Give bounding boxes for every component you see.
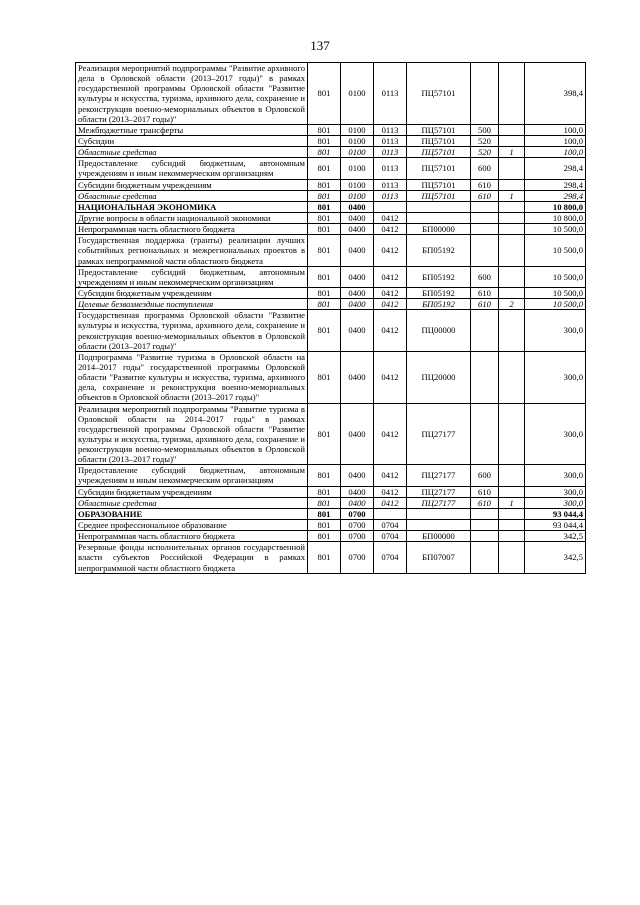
cell-grbs: 801 xyxy=(308,531,341,542)
cell-grbs: 801 xyxy=(308,310,341,352)
cell-amount: 300,0 xyxy=(525,497,586,508)
cell-expense-type xyxy=(471,542,499,573)
cell-grbs: 801 xyxy=(308,201,341,212)
cell-grbs: 801 xyxy=(308,147,341,158)
cell-name: Реализация мероприятий подпрограммы "Развитие архивного дела в Орловской области (2013–2017 годы)" в рамках государственной программы Орловской области "Развитие культуры и искусства, туризма, архивного дела, сохранение и реконструкция военно-мемориальных объектов в Орловской области (2013–2017 годы)" xyxy=(76,63,308,125)
cell-amount: 10 800,0 xyxy=(525,212,586,223)
cell-grbs: 801 xyxy=(308,465,341,486)
cell-grbs: 801 xyxy=(308,351,341,403)
cell-funding-source xyxy=(499,201,525,212)
cell-expense-type: 610 xyxy=(471,497,499,508)
cell-amount: 10 500,0 xyxy=(525,235,586,266)
cell-grbs: 801 xyxy=(308,287,341,298)
cell-section: 0400 xyxy=(341,351,374,403)
cell-funding-source xyxy=(499,224,525,235)
cell-grbs: 801 xyxy=(308,508,341,519)
cell-subsection: 0412 xyxy=(374,310,407,352)
cell-subsection: 0113 xyxy=(374,63,407,125)
cell-target-article: ПЦ27177 xyxy=(407,486,471,497)
cell-subsection: 0412 xyxy=(374,212,407,223)
page-number: 137 xyxy=(310,38,330,53)
cell-grbs: 801 xyxy=(308,124,341,135)
cell-amount: 298,4 xyxy=(525,179,586,190)
cell-section: 0700 xyxy=(341,542,374,573)
table-row xyxy=(76,147,586,158)
cell-section: 0400 xyxy=(341,224,374,235)
budget-table xyxy=(75,62,586,574)
cell-name: Государственная поддержка (гранты) реализации лучших событийных региональных и межрегиональных проектов в рамках непрограммной части областного бюджета xyxy=(76,235,308,266)
cell-target-article: ПЦ27177 xyxy=(407,497,471,508)
cell-target-article: ПЦ57101 xyxy=(407,179,471,190)
cell-grbs: 801 xyxy=(308,497,341,508)
cell-amount: 342,5 xyxy=(525,531,586,542)
table-row xyxy=(76,486,586,497)
cell-subsection: 0113 xyxy=(374,147,407,158)
cell-target-article: БП00000 xyxy=(407,531,471,542)
cell-funding-source xyxy=(499,351,525,403)
cell-funding-source xyxy=(499,465,525,486)
cell-name: Непрограммная часть областного бюджета xyxy=(76,224,308,235)
cell-grbs: 801 xyxy=(308,486,341,497)
cell-expense-type xyxy=(471,224,499,235)
cell-section: 0400 xyxy=(341,212,374,223)
cell-name: НАЦИОНАЛЬНАЯ ЭКОНОМИКА xyxy=(76,201,308,212)
cell-amount: 93 044,4 xyxy=(525,520,586,531)
cell-expense-type: 600 xyxy=(471,266,499,287)
cell-section: 0700 xyxy=(341,508,374,519)
cell-amount: 100,0 xyxy=(525,135,586,146)
cell-name: Субсидии бюджетным учреждениям xyxy=(76,486,308,497)
cell-subsection: 0704 xyxy=(374,520,407,531)
table-row xyxy=(76,287,586,298)
cell-funding-source xyxy=(499,486,525,497)
cell-section: 0100 xyxy=(341,147,374,158)
cell-target-article xyxy=(407,520,471,531)
cell-target-article: БП05192 xyxy=(407,266,471,287)
cell-grbs: 801 xyxy=(308,63,341,125)
cell-grbs: 801 xyxy=(308,520,341,531)
cell-name: Межбюджетные трансферты xyxy=(76,124,308,135)
cell-funding-source xyxy=(499,235,525,266)
cell-grbs: 801 xyxy=(308,266,341,287)
cell-name: Подпрограмма "Развитие туризма в Орловской области на 2014–2017 годы" государственной программы Орловской области "Развитие культуры и искусства, туризма, архивного дела, сохранение и реконструкция военно-мемориальных объектов в Орловской области (2013–2017 годы)" xyxy=(76,351,308,403)
cell-target-article: БП00000 xyxy=(407,224,471,235)
cell-section: 0400 xyxy=(341,235,374,266)
table-row xyxy=(76,235,586,266)
table-row xyxy=(76,299,586,310)
cell-funding-source: 1 xyxy=(499,190,525,201)
cell-amount: 342,5 xyxy=(525,542,586,573)
cell-subsection xyxy=(374,508,407,519)
table-row xyxy=(76,124,586,135)
cell-grbs: 801 xyxy=(308,542,341,573)
cell-expense-type xyxy=(471,212,499,223)
cell-section: 0100 xyxy=(341,190,374,201)
table-row xyxy=(76,63,586,125)
cell-amount: 10 500,0 xyxy=(525,224,586,235)
cell-name: Государственная программа Орловской области "Развитие культуры и искусства, туризма, архивного дела, сохранение и реконструкция военно-мемориальных объектов в Орловской области (2013–2017 годы)" xyxy=(76,310,308,352)
cell-subsection: 0412 xyxy=(374,497,407,508)
cell-subsection: 0412 xyxy=(374,403,407,465)
cell-expense-type xyxy=(471,235,499,266)
cell-section: 0400 xyxy=(341,486,374,497)
cell-subsection: 0412 xyxy=(374,287,407,298)
table-row xyxy=(76,310,586,352)
cell-name: Субсидии бюджетным учреждениям xyxy=(76,287,308,298)
cell-target-article: ПЦ27177 xyxy=(407,403,471,465)
cell-expense-type: 520 xyxy=(471,147,499,158)
cell-target-article xyxy=(407,508,471,519)
cell-amount: 300,0 xyxy=(525,486,586,497)
cell-expense-type xyxy=(471,351,499,403)
cell-target-article: ПЦ57101 xyxy=(407,124,471,135)
cell-target-article: ПЦ00000 xyxy=(407,310,471,352)
cell-target-article: ПЦ57101 xyxy=(407,135,471,146)
cell-grbs: 801 xyxy=(308,179,341,190)
cell-name: Реализация мероприятий подпрограммы "Развитие туризма в Орловской области на 2014–2017 годы" в рамках государственной программы Орловской области "Развитие культуры и искусства, туризма, архивного дела, сохранение и реконструкция военно-мемориальных объектов в Орловской области (2013–2017 годы)" xyxy=(76,403,308,465)
cell-name: Областные средства xyxy=(76,190,308,201)
cell-section: 0100 xyxy=(341,179,374,190)
cell-name: Областные средства xyxy=(76,147,308,158)
table-row xyxy=(76,212,586,223)
cell-amount: 398,4 xyxy=(525,63,586,125)
cell-amount: 298,4 xyxy=(525,158,586,179)
cell-section: 0400 xyxy=(341,266,374,287)
cell-amount: 300,0 xyxy=(525,465,586,486)
cell-funding-source xyxy=(499,310,525,352)
cell-amount: 300,0 xyxy=(525,403,586,465)
cell-funding-source xyxy=(499,542,525,573)
cell-subsection: 0412 xyxy=(374,465,407,486)
cell-subsection: 0412 xyxy=(374,224,407,235)
cell-section: 0400 xyxy=(341,310,374,352)
cell-name: Предоставление субсидий бюджетным, автономным учреждениям и иным некоммерческим организациям xyxy=(76,266,308,287)
cell-funding-source xyxy=(499,403,525,465)
cell-target-article: ПЦ20000 xyxy=(407,351,471,403)
cell-amount: 100,0 xyxy=(525,147,586,158)
cell-expense-type xyxy=(471,508,499,519)
cell-grbs: 801 xyxy=(308,235,341,266)
table-row xyxy=(76,403,586,465)
cell-section: 0100 xyxy=(341,63,374,125)
cell-grbs: 801 xyxy=(308,212,341,223)
cell-subsection: 0113 xyxy=(374,190,407,201)
table-row xyxy=(76,266,586,287)
cell-target-article: ПЦ57101 xyxy=(407,63,471,125)
cell-expense-type: 500 xyxy=(471,124,499,135)
cell-grbs: 801 xyxy=(308,403,341,465)
table-row xyxy=(76,135,586,146)
cell-name: Субсидии xyxy=(76,135,308,146)
cell-target-article: ПЦ57101 xyxy=(407,147,471,158)
cell-target-article: БП07007 xyxy=(407,542,471,573)
cell-section: 0400 xyxy=(341,403,374,465)
cell-section: 0100 xyxy=(341,158,374,179)
table-row xyxy=(76,201,586,212)
cell-section: 0100 xyxy=(341,124,374,135)
cell-target-article xyxy=(407,212,471,223)
table-row xyxy=(76,224,586,235)
cell-grbs: 801 xyxy=(308,299,341,310)
cell-amount: 100,0 xyxy=(525,124,586,135)
cell-subsection: 0412 xyxy=(374,486,407,497)
table-row xyxy=(76,520,586,531)
cell-subsection: 0704 xyxy=(374,542,407,573)
cell-funding-source xyxy=(499,63,525,125)
cell-section: 0100 xyxy=(341,135,374,146)
cell-name: Среднее профессиональное образование xyxy=(76,520,308,531)
cell-expense-type xyxy=(471,403,499,465)
cell-funding-source xyxy=(499,179,525,190)
cell-funding-source: 2 xyxy=(499,299,525,310)
cell-subsection: 0113 xyxy=(374,124,407,135)
cell-funding-source xyxy=(499,520,525,531)
cell-grbs: 801 xyxy=(308,158,341,179)
cell-target-article: БП05192 xyxy=(407,299,471,310)
cell-subsection: 0412 xyxy=(374,235,407,266)
cell-name: Субсидии бюджетным учреждениям xyxy=(76,179,308,190)
cell-amount: 10 500,0 xyxy=(525,266,586,287)
cell-expense-type: 610 xyxy=(471,299,499,310)
cell-expense-type: 520 xyxy=(471,135,499,146)
cell-expense-type: 610 xyxy=(471,190,499,201)
cell-subsection: 0704 xyxy=(374,531,407,542)
cell-expense-type: 610 xyxy=(471,179,499,190)
table-row xyxy=(76,190,586,201)
cell-funding-source xyxy=(499,212,525,223)
cell-expense-type: 600 xyxy=(471,158,499,179)
cell-name: Областные средства xyxy=(76,497,308,508)
table-row xyxy=(76,465,586,486)
cell-expense-type xyxy=(471,520,499,531)
cell-amount: 300,0 xyxy=(525,310,586,352)
cell-grbs: 801 xyxy=(308,224,341,235)
cell-expense-type: 600 xyxy=(471,465,499,486)
cell-target-article: ПЦ27177 xyxy=(407,465,471,486)
cell-name: Предоставление субсидий бюджетным, автономным учреждениям и иным некоммерческим организациям xyxy=(76,465,308,486)
cell-funding-source xyxy=(499,287,525,298)
cell-section: 0400 xyxy=(341,465,374,486)
cell-name: Другие вопросы в области национальной экономики xyxy=(76,212,308,223)
cell-amount: 10 500,0 xyxy=(525,299,586,310)
cell-amount: 10 800,0 xyxy=(525,201,586,212)
cell-name: Предоставление субсидий бюджетным, автономным учреждениям и иным некоммерческим организациям xyxy=(76,158,308,179)
cell-target-article: ПЦ57101 xyxy=(407,158,471,179)
cell-section: 0700 xyxy=(341,531,374,542)
cell-expense-type xyxy=(471,201,499,212)
cell-subsection: 0113 xyxy=(374,158,407,179)
cell-target-article: БП05192 xyxy=(407,235,471,266)
cell-funding-source xyxy=(499,531,525,542)
cell-section: 0400 xyxy=(341,497,374,508)
cell-amount: 93 044,4 xyxy=(525,508,586,519)
cell-section: 0700 xyxy=(341,520,374,531)
cell-funding-source xyxy=(499,135,525,146)
table-row xyxy=(76,158,586,179)
cell-funding-source: 1 xyxy=(499,147,525,158)
cell-subsection: 0113 xyxy=(374,179,407,190)
cell-subsection: 0113 xyxy=(374,135,407,146)
cell-amount: 300,0 xyxy=(525,351,586,403)
cell-funding-source xyxy=(499,266,525,287)
cell-expense-type xyxy=(471,310,499,352)
cell-expense-type: 610 xyxy=(471,287,499,298)
cell-subsection: 0412 xyxy=(374,351,407,403)
cell-target-article: БП05192 xyxy=(407,287,471,298)
cell-section: 0400 xyxy=(341,299,374,310)
cell-name: Непрограммная часть областного бюджета xyxy=(76,531,308,542)
cell-funding-source xyxy=(499,508,525,519)
cell-funding-source xyxy=(499,158,525,179)
cell-subsection xyxy=(374,201,407,212)
cell-expense-type xyxy=(471,63,499,125)
cell-funding-source xyxy=(499,124,525,135)
table-row xyxy=(76,179,586,190)
cell-grbs: 801 xyxy=(308,190,341,201)
table-row xyxy=(76,531,586,542)
cell-name: ОБРАЗОВАНИЕ xyxy=(76,508,308,519)
cell-amount: 10 500,0 xyxy=(525,287,586,298)
table-row xyxy=(76,351,586,403)
cell-amount: 298,4 xyxy=(525,190,586,201)
table-row xyxy=(76,508,586,519)
cell-expense-type: 610 xyxy=(471,486,499,497)
cell-funding-source: 1 xyxy=(499,497,525,508)
cell-target-article: ПЦ57101 xyxy=(407,190,471,201)
table-row xyxy=(76,497,586,508)
cell-name: Целевые безвозмездные поступления xyxy=(76,299,308,310)
cell-target-article xyxy=(407,201,471,212)
table-row xyxy=(76,542,586,573)
cell-subsection: 0412 xyxy=(374,299,407,310)
cell-name: Резервные фонды исполнительных органов государственной власти субъектов Российской Федерации в рамках непрограммной части областного бюджета xyxy=(76,542,308,573)
cell-section: 0400 xyxy=(341,201,374,212)
cell-grbs: 801 xyxy=(308,135,341,146)
cell-section: 0400 xyxy=(341,287,374,298)
cell-subsection: 0412 xyxy=(374,266,407,287)
cell-expense-type xyxy=(471,531,499,542)
